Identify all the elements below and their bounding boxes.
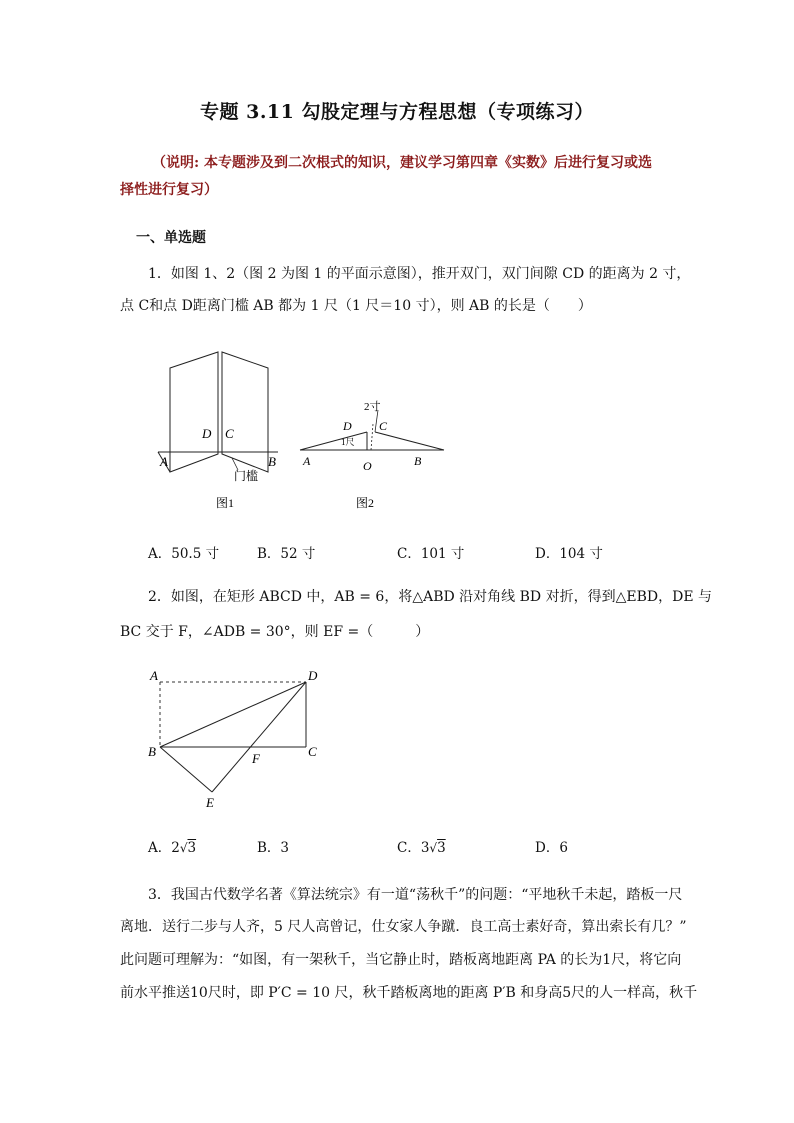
q2-line-1: 2．如图，在矩形 ABCD 中，AB = 6，将△ABD 沿对角线 BD 对折，得到△EBD，DE 与 — [148, 589, 712, 605]
fig1-label-c: C — [225, 426, 234, 441]
fig2-caption: 图2 — [356, 496, 375, 510]
note-line-2: 择性进行复习） — [120, 182, 218, 198]
q1-line-2: 点 C和点 D距离门槛 AB 都为 1 尺（1 尺＝10 寸），则 AB 的长是（ ） — [120, 298, 592, 314]
q1-figures — [150, 340, 450, 515]
fig2-label-2cun: 2寸 — [364, 401, 381, 413]
q2-option-a-radicand: 3 — [187, 840, 197, 856]
q2-label-a: A — [150, 668, 158, 683]
q1-option-d[interactable]: D．104 寸 — [535, 546, 603, 562]
q2-option-c[interactable]: C．3√3 — [397, 840, 446, 856]
fig1-caption: 图1 — [216, 496, 235, 510]
q2-option-c-prefix: C．3 — [397, 840, 430, 856]
q3-line-1: 3．我国古代数学名著《算法统宗》有一道“荡秋千”的问题：“平地秋千未起，踏板一尺 — [148, 887, 683, 903]
q3-line-4: 前水平推送10尺时，即 P′C = 10 尺，秋千踏板离地的距离 P′B 和身高5尺的人一样高，秋千 — [120, 985, 698, 1001]
q2-label-f: F — [252, 751, 260, 766]
q1-line-1: 1．如图 1、2（图 2 为图 1 的平面示意图），推开双门，双门间隙 CD 的距离为 2 寸， — [148, 266, 691, 282]
fig1-label-a: A — [160, 454, 168, 469]
q2-option-c-radicand: 3 — [437, 840, 446, 856]
q1-figure-2 — [300, 399, 444, 510]
q1-option-b[interactable]: B．52 寸 — [257, 546, 316, 562]
fig2-label-b: B — [414, 454, 422, 468]
q2-option-a[interactable]: A．2√3 — [148, 840, 197, 856]
note-line-1: （说明: 本专题涉及到二次根式的知识，建议学习第四章《实数》后进行复习或选 — [152, 155, 653, 171]
q3-line-3: 此问题可理解为：“如图，有一架秋千，当它静止时，踏板离地距离 PA 的长为1尺，将它向 — [120, 952, 682, 968]
q2-line-2: BC 交于 F，∠ADB = 30°，则 EF =（ ） — [120, 624, 430, 640]
q2-label-e: E — [206, 795, 214, 810]
fig1-label-d: D — [202, 426, 212, 441]
fig1-label-sill: 门槛 — [234, 469, 259, 483]
q2-label-d: D — [308, 668, 318, 683]
q2-label-b: B — [148, 744, 156, 759]
q2-option-a-prefix: A．2 — [148, 840, 180, 856]
q1-option-c[interactable]: C．101 寸 — [397, 546, 465, 562]
fig2-label-d: D — [343, 419, 352, 433]
q1-figure-1 — [158, 352, 278, 510]
fig2-label-1chi: 1尺 — [341, 437, 355, 447]
q1-option-a[interactable]: A．50.5 寸 — [148, 546, 220, 562]
q2-label-c: C — [308, 744, 317, 759]
page-title: 专题 3.11 勾股定理与方程思想（专项练习） — [199, 101, 594, 123]
fig2-label-c: C — [379, 419, 388, 433]
fig1-label-b: B — [268, 454, 276, 469]
fig2-label-a: A — [303, 454, 311, 468]
section-heading-single-choice: 一、单选题 — [136, 230, 206, 246]
q2-option-d[interactable]: D．6 — [535, 840, 568, 856]
q2-figure — [140, 662, 340, 812]
fig2-label-o: O — [363, 459, 372, 473]
q3-line-2: 离地．送行二步与人齐，5 尺人高曾记，仕女家人争蹴．良工高士素好奇，算出索长有几？” — [120, 919, 687, 935]
q2-option-b[interactable]: B．3 — [257, 840, 290, 856]
